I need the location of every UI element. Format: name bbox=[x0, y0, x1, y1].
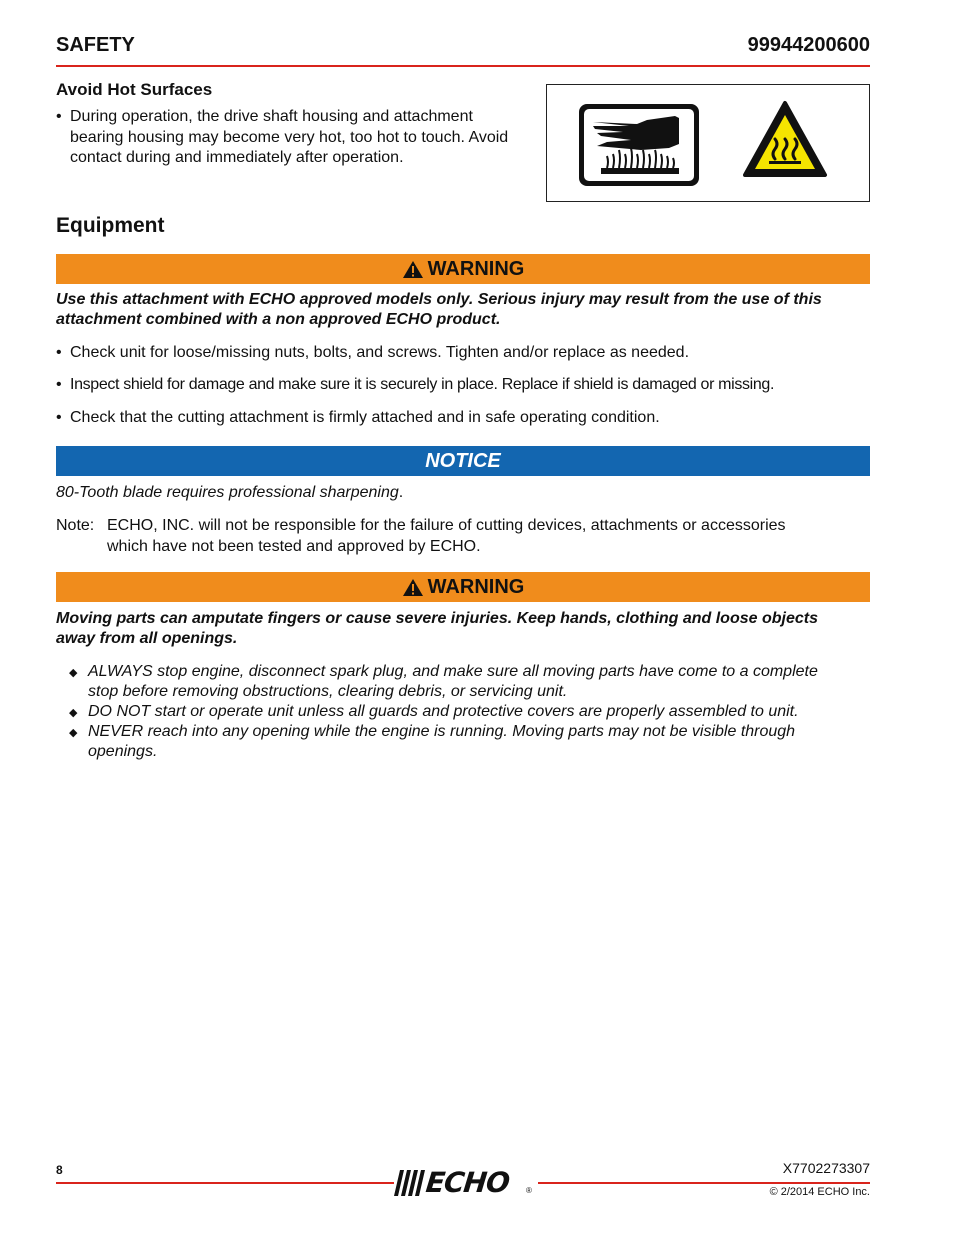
equipment-heading: Equipment bbox=[56, 214, 165, 237]
note-text-line-2: which have not been tested and approved by ECHO. bbox=[107, 537, 481, 555]
moving-parts-list bbox=[56, 662, 870, 762]
warning-text-2-line-1: Moving parts can amputate fingers or cause severe injuries. Keep hands, clothing and loose objects bbox=[56, 610, 818, 627]
list-item-line-2: openings. bbox=[88, 743, 158, 760]
equipment-bullet-3-text: Check that the cutting attachment is firmly attached and in safe operating condition. bbox=[70, 409, 660, 426]
page-number: 8 bbox=[56, 1163, 63, 1177]
hot-surface-pictogram-box bbox=[546, 84, 870, 202]
list-item-line-1: ALWAYS stop engine, disconnect spark plug, and make sure all moving parts have come to a complete bbox=[88, 663, 818, 680]
note-text-line-1: ECHO, INC. will not be responsible for the failure of cutting devices, attachments or accessories bbox=[107, 517, 786, 534]
warning-triangle-icon bbox=[402, 578, 424, 597]
list-item bbox=[56, 722, 870, 762]
diamond-bullet-icon: ◆ bbox=[69, 727, 78, 739]
notice-text-period: . bbox=[398, 484, 404, 501]
diamond-bullet-icon: ◆ bbox=[69, 667, 78, 679]
list-item bbox=[56, 702, 870, 722]
part-number: 99944200600 bbox=[747, 34, 870, 56]
warning-label-1: WARNING bbox=[427, 257, 525, 280]
echo-logo bbox=[394, 1168, 538, 1198]
list-item-line-1: NEVER reach into any opening while the engine is running. Moving parts may not be visible through bbox=[88, 723, 796, 740]
hot-surfaces-heading: Avoid Hot Surfaces bbox=[56, 80, 213, 99]
hot-surfaces-bullet: • During operation, the drive shaft housing and attachment bearing housing may become very hot, too hot to touch. Avoid contact during and immediately after operation. bbox=[56, 107, 536, 171]
header-rule bbox=[56, 65, 870, 67]
warning-text-1-line-1: Use this attachment with ECHO approved models only. Serious injury may result from the use of this bbox=[56, 291, 822, 308]
warning-banner-2 bbox=[56, 572, 870, 602]
hot-surfaces-line-1: During operation, the drive shaft housing and attachment bbox=[70, 108, 473, 125]
list-item bbox=[56, 662, 870, 702]
equipment-bullet-1: • Check unit for loose/missing nuts, bolts, and screws. Tighten and/or replace as needed. bbox=[56, 343, 870, 364]
copyright: © 2/2014 ECHO Inc. bbox=[769, 1186, 870, 1198]
footer-rule-left bbox=[56, 1182, 394, 1184]
equipment-bullet-1-text: Check unit for loose/missing nuts, bolts, and screws. Tighten and/or replace as needed. bbox=[70, 344, 690, 361]
echo-logo-text: ECHO bbox=[424, 1166, 511, 1199]
warning-banner-1 bbox=[56, 254, 870, 284]
warning-text-1 bbox=[56, 290, 876, 330]
section-title: SAFETY bbox=[56, 34, 135, 56]
hot-surface-warning-triangle-icon bbox=[741, 99, 829, 181]
notice-label: NOTICE bbox=[425, 449, 501, 472]
hot-surface-hand-icon bbox=[577, 102, 701, 188]
hot-surfaces-line-2: bearing housing may become very hot, too hot to touch. Avoid bbox=[70, 128, 509, 146]
list-item-line-2: stop before removing obstructions, clearing debris, or servicing unit. bbox=[88, 683, 568, 700]
note-label: Note: bbox=[56, 517, 95, 534]
footer-rule-right bbox=[538, 1182, 870, 1184]
warning-text-2 bbox=[56, 609, 876, 649]
notice-text bbox=[56, 483, 403, 504]
registered-mark: ® bbox=[526, 1186, 532, 1195]
note-text bbox=[107, 516, 877, 557]
equipment-bullet-2-text: Inspect shield for damage and make sure it is securely in place. Replace if shield is damaged or missing. bbox=[70, 376, 775, 393]
list-item-line-1: DO NOT start or operate unit unless all guards and protective covers are properly assembled to unit. bbox=[88, 703, 799, 720]
warning-label-2: WARNING bbox=[427, 575, 525, 598]
document-code: X7702273307 bbox=[782, 1160, 870, 1176]
warning-text-1-line-2: attachment combined with a non approved ECHO product. bbox=[56, 311, 501, 328]
warning-triangle-icon bbox=[402, 260, 424, 279]
notice-banner bbox=[56, 446, 870, 476]
equipment-bullet-3: • Check that the cutting attachment is firmly attached and in safe operating condition. bbox=[56, 408, 870, 429]
diamond-bullet-icon: ◆ bbox=[69, 707, 78, 719]
hot-surfaces-line-3: contact during and immediately after operation. bbox=[70, 149, 404, 166]
notice-text-italic: 80-Tooth blade requires professional sharpening bbox=[56, 484, 399, 501]
equipment-bullet-2: • Inspect shield for damage and make sure it is securely in place. Replace if shield is damaged or missing. bbox=[56, 375, 870, 396]
warning-text-2-line-2: away from all openings. bbox=[56, 630, 238, 647]
echo-logo-stripes-icon bbox=[394, 1170, 428, 1196]
